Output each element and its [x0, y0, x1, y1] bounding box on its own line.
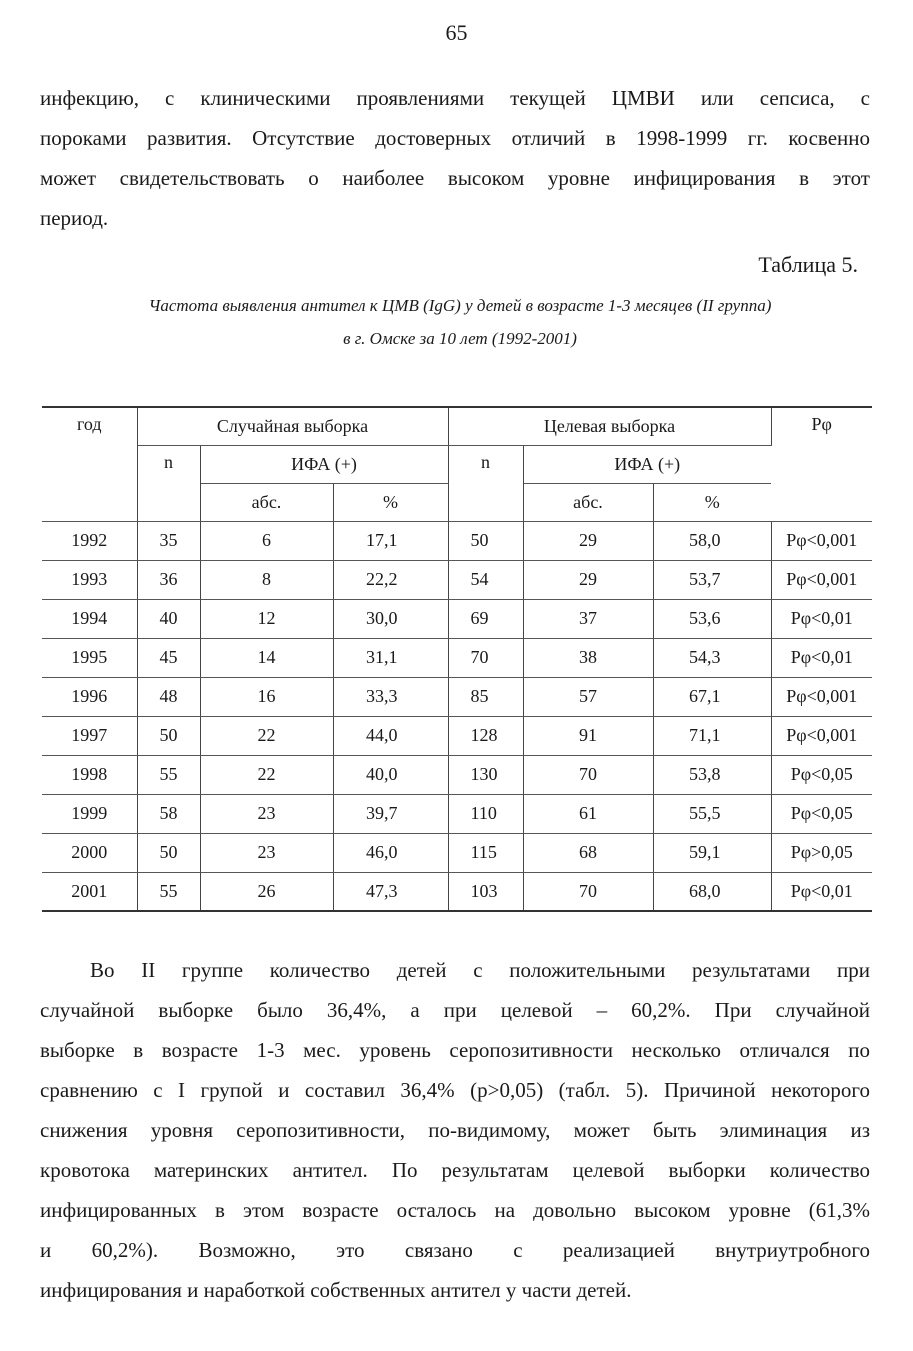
- cell-target-pct: 55,5: [653, 794, 771, 833]
- table-row: [42, 833, 872, 872]
- cell-target-pct: 58,0: [653, 521, 771, 560]
- cell-random-n: 48: [137, 677, 200, 716]
- cell-p-value: Рφ>0,05: [771, 833, 872, 872]
- cell-target-abs: 29: [523, 560, 653, 599]
- summary-paragraph: [40, 950, 870, 1310]
- text-line: инфекцию, с клиническими проявлениями текущей ЦМВИ или сепсиса, с: [40, 86, 870, 110]
- text-line: случайной выборке было 36,4%, а при целевой – 60,2%. При случайной: [40, 998, 870, 1022]
- cell-target-abs: 37: [523, 599, 653, 638]
- cell-target-abs: 68: [523, 833, 653, 872]
- cell-random-n: 50: [137, 716, 200, 755]
- text-line: сравнению с I групой и составил 36,4% (р>0,05) (табл. 5). Причиной некоторого: [40, 1078, 870, 1102]
- cell-year: 2000: [42, 833, 137, 872]
- cell-target-n: 54: [448, 560, 523, 599]
- cell-random-pct: 17,1: [333, 521, 448, 560]
- cell-random-n: 50: [137, 833, 200, 872]
- cell-random-pct: 30,0: [333, 599, 448, 638]
- random-n-header: n: [137, 445, 200, 521]
- cell-random-pct: 46,0: [333, 833, 448, 872]
- cell-random-pct: 47,3: [333, 872, 448, 911]
- cell-target-n: 103: [448, 872, 523, 911]
- cell-random-pct: 33,3: [333, 677, 448, 716]
- table-row: [42, 677, 872, 716]
- text-line: может свидетельствовать о наиболее высоком уровне инфицирования в этот: [40, 166, 870, 190]
- cell-target-pct: 59,1: [653, 833, 771, 872]
- cell-p-value: Рφ<0,001: [771, 521, 872, 560]
- cell-year: 2001: [42, 872, 137, 911]
- text-line: выборке в возрасте 1-3 мес. уровень серопозитивности несколько отличался по: [40, 1038, 870, 1062]
- cell-target-n: 115: [448, 833, 523, 872]
- cell-target-pct: 53,7: [653, 560, 771, 599]
- cell-random-n: 45: [137, 638, 200, 677]
- cell-random-abs: 16: [200, 677, 333, 716]
- cell-year: 1995: [42, 638, 137, 677]
- target-pct-header: %: [653, 483, 771, 521]
- caption-line: Частота выявления антител к ЦМВ (IgG) у детей в возрасте 1-3 месяцев (II группа): [148, 296, 772, 315]
- table-row: [42, 599, 872, 638]
- cell-target-n: 130: [448, 755, 523, 794]
- col-p-header: Рφ: [771, 407, 872, 521]
- caption-line: в г. Омске за 10 лет (1992-2001): [343, 329, 577, 348]
- cell-target-abs: 91: [523, 716, 653, 755]
- cell-target-abs: 57: [523, 677, 653, 716]
- cell-p-value: Рφ<0,05: [771, 794, 872, 833]
- cell-random-abs: 6: [200, 521, 333, 560]
- cell-target-n: 85: [448, 677, 523, 716]
- table-row: [42, 755, 872, 794]
- cell-random-abs: 26: [200, 872, 333, 911]
- cell-random-abs: 23: [200, 794, 333, 833]
- cell-target-pct: 54,3: [653, 638, 771, 677]
- cell-target-abs: 38: [523, 638, 653, 677]
- table-row: [42, 794, 872, 833]
- cell-random-pct: 39,7: [333, 794, 448, 833]
- cell-target-pct: 53,8: [653, 755, 771, 794]
- cell-year: 1996: [42, 677, 137, 716]
- cell-target-pct: 53,6: [653, 599, 771, 638]
- cell-random-pct: 40,0: [333, 755, 448, 794]
- cell-random-n: 40: [137, 599, 200, 638]
- cell-random-n: 55: [137, 755, 200, 794]
- cell-year: 1993: [42, 560, 137, 599]
- target-abs-header: абс.: [523, 483, 653, 521]
- text-line: Во II группе количество детей с положительными результатами при: [90, 958, 870, 982]
- cell-target-pct: 68,0: [653, 872, 771, 911]
- cell-year: 1992: [42, 521, 137, 560]
- cell-random-abs: 8: [200, 560, 333, 599]
- cell-p-value: Рφ<0,001: [771, 716, 872, 755]
- text-line: и 60,2%). Возможно, это связано с реализацией внутриутробного: [40, 1238, 870, 1262]
- cell-random-abs: 22: [200, 755, 333, 794]
- cell-random-n: 35: [137, 521, 200, 560]
- cell-year: 1999: [42, 794, 137, 833]
- random-pct-header: %: [333, 483, 448, 521]
- random-ifa-header: ИФА (+): [200, 445, 448, 483]
- table-row: [42, 521, 872, 560]
- random-sample-header: Случайная выборка: [137, 407, 448, 445]
- table-caption: [60, 289, 860, 355]
- cell-random-abs: 22: [200, 716, 333, 755]
- cell-year: 1998: [42, 755, 137, 794]
- cell-year: 1997: [42, 716, 137, 755]
- table-label: Таблица 5.: [758, 252, 858, 277]
- cell-target-abs: 70: [523, 872, 653, 911]
- page-number: 65: [445, 20, 468, 45]
- table-row: [42, 638, 872, 677]
- intro-paragraph: [40, 78, 870, 238]
- cell-target-n: 110: [448, 794, 523, 833]
- cell-random-pct: 22,2: [333, 560, 448, 599]
- cell-random-pct: 44,0: [333, 716, 448, 755]
- text-line: кровотока материнских антител. По результатам целевой выборки количество: [40, 1158, 870, 1182]
- col-year-header: год: [42, 407, 137, 521]
- cell-random-abs: 23: [200, 833, 333, 872]
- cell-random-pct: 31,1: [333, 638, 448, 677]
- target-sample-header: Целевая выборка: [448, 407, 771, 445]
- cell-p-value: Рφ<0,05: [771, 755, 872, 794]
- cell-random-n: 55: [137, 872, 200, 911]
- cell-target-n: 128: [448, 716, 523, 755]
- text-line: период.: [40, 206, 109, 230]
- cell-target-n: 69: [448, 599, 523, 638]
- cell-target-n: 70: [448, 638, 523, 677]
- cell-target-pct: 67,1: [653, 677, 771, 716]
- cell-p-value: Рφ<0,01: [771, 599, 872, 638]
- cell-target-abs: 61: [523, 794, 653, 833]
- cell-random-n: 36: [137, 560, 200, 599]
- text-line: инфицированных в этом возрасте осталось на довольно высоком уровне (61,3%: [40, 1198, 870, 1222]
- table-row: [42, 560, 872, 599]
- cell-p-value: Рφ<0,001: [771, 560, 872, 599]
- text-line: снижения уровня серопозитивности, по-видимому, может быть элиминация из: [40, 1118, 870, 1142]
- random-abs-header: абс.: [200, 483, 333, 521]
- cell-random-n: 58: [137, 794, 200, 833]
- cell-p-value: Рφ<0,01: [771, 638, 872, 677]
- target-ifa-header: ИФА (+): [523, 445, 771, 483]
- cell-target-abs: 29: [523, 521, 653, 560]
- table-body: [42, 521, 872, 911]
- text-line: инфицирования и наработкой собственных антител у части детей.: [40, 1278, 632, 1302]
- table-row: [42, 716, 872, 755]
- target-n-header: n: [448, 445, 523, 521]
- text-line: пороками развития. Отсутствие достоверных отличий в 1998-1999 гг. косвенно: [40, 126, 870, 150]
- cell-random-abs: 12: [200, 599, 333, 638]
- cell-target-n: 50: [448, 521, 523, 560]
- table-row: [42, 872, 872, 911]
- cell-target-pct: 71,1: [653, 716, 771, 755]
- cell-target-abs: 70: [523, 755, 653, 794]
- cell-p-value: Рφ<0,01: [771, 872, 872, 911]
- cell-p-value: Рφ<0,001: [771, 677, 872, 716]
- cell-random-abs: 14: [200, 638, 333, 677]
- data-table: [42, 406, 872, 912]
- cell-year: 1994: [42, 599, 137, 638]
